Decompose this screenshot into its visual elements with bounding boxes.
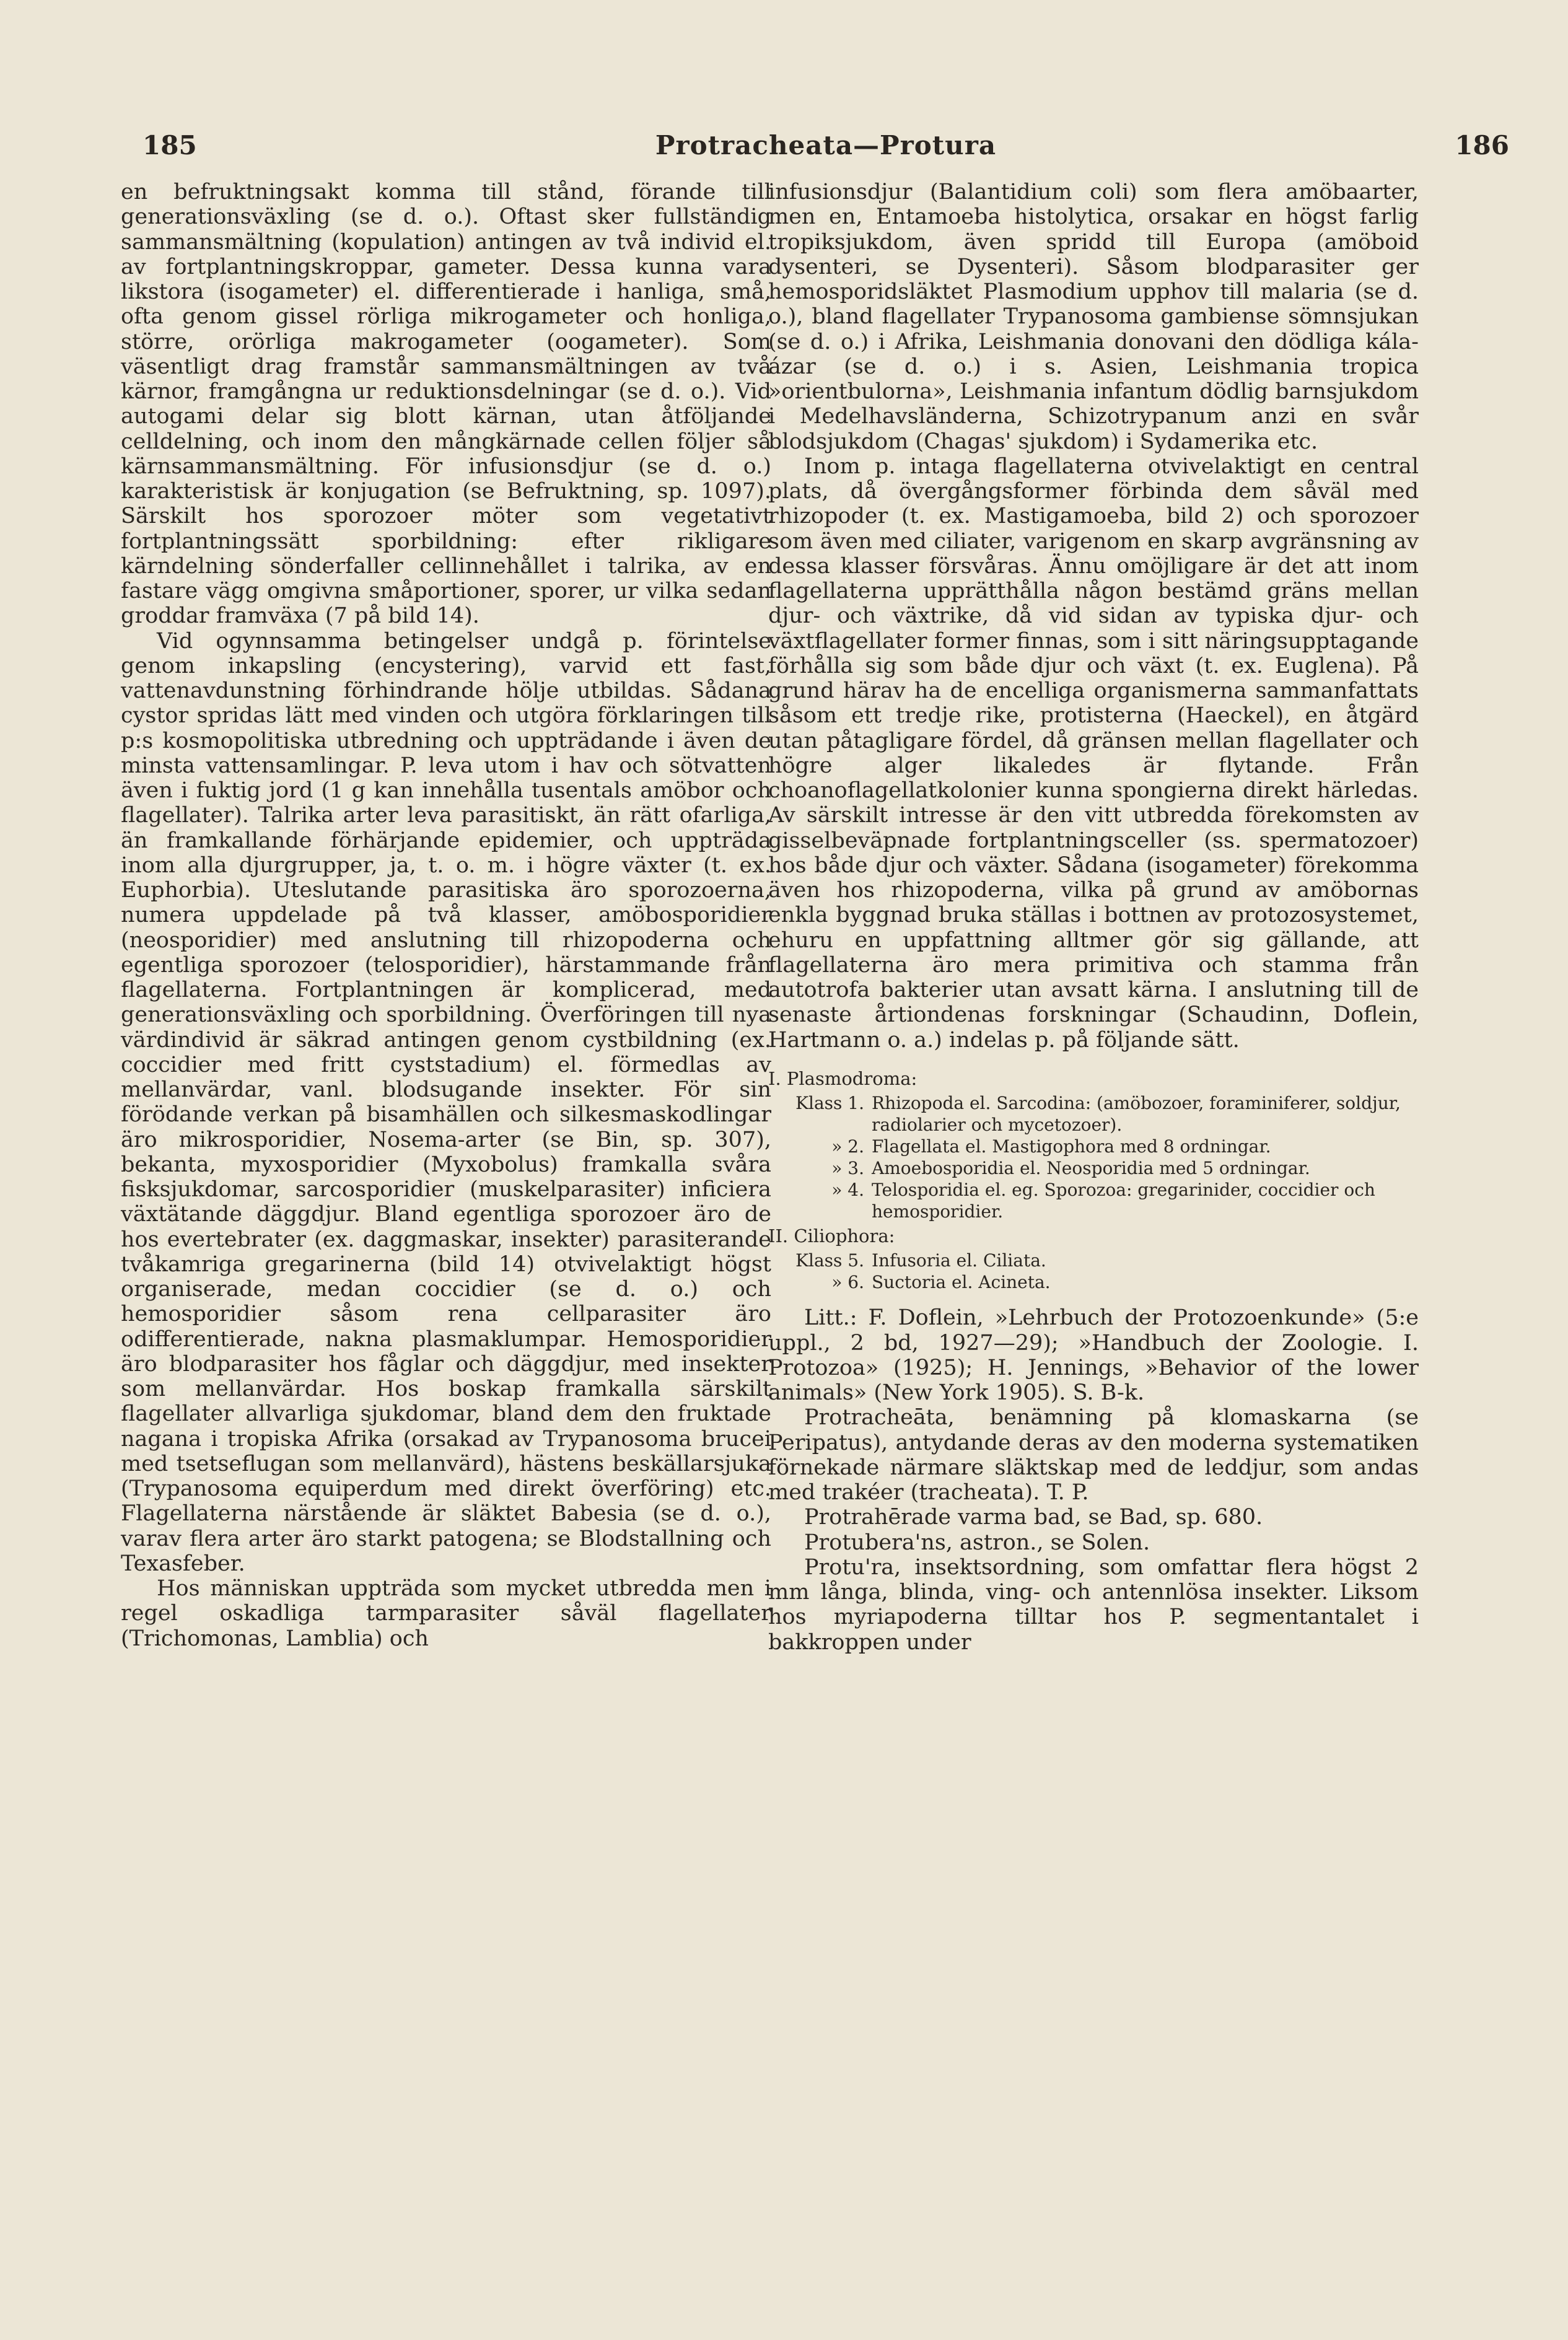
- classification-row: [768, 1179, 1419, 1222]
- paragraph: Vid ogynnsamma betingelser undgå p. förintelse genom inkapsling (encystering), varvid ett fast, vattenavdunstning förhindrande hölje utbildas. Sådana cystor spridas lätt med vinden och utgöra förklaringen till p:s kosmopolitiska utbredning och uppträdande i även de minsta vattensamlingar. P. leva utom i hav och sötvatten även i fuktig jord (1 g kan innehålla tusentals amöbor och flagellater). Talrika arter leva parasitiskt, än rätt ofarliga, än framkallande förhärjande epidemier, och uppträda inom alla djurgrupper, ja, t. o. m. i högre växter (t. ex. Euphorbia). Uteslutande parasitiska äro sporozoerna, numera uppdelade på två klasser, amöbosporidier (neosporidier) med anslutning till rhizopoderna och egentliga sporozoer (telosporidier), härstammande från flagellaterna. Fortplantningen är komplicerad, med generationsväxling och sporbildning. Överföringen till nya värdindivid är säkrad antingen genom cystbildning (ex. coccidier med fritt cyststadium) el. förmedlas av mellanvärdar, vanl. blodsugande insekter. För sin förödande verkan på bisamhällen och silkesmaskodlingar äro mikrosporidier, Nosema-arter (se Bin, sp. 307), bekanta, myxosporidier (Myxobolus) framkalla svåra fisksjukdomar, sarcosporidier (muskelparasiter) inficiera växtätande däggdjur. Bland egentliga sporozoer äro de hos evertebrater (ex. daggmaskar, insekter) parasiterande tvåkamriga gregarinerna (bild 14) otvivelaktigt högst organiserade, medan coccidier (se d. o.) och hemosporidier såsom rena cellparasiter äro odifferentierade, nakna plasmaklumpar. Hemosporidier äro blodparasiter hos fåglar och däggdjur, med insekter som mellanvärdar. Hos boskap framkalla särskilt flagellater allvarliga sjukdomar, bland dem den fruktade nagana i tropiska Afrika (orsakad av Trypanosoma brucei med tsetseflugan som mellanvärd), hästens beskällarsjuka (Trypanosoma equiperdum med direkt överföring) etc. Flagellaterna närstående är släktet Babesia (se d. o.), varav flera arter äro starkt patogena; se Blodstallning och Texasfeber.: [121, 628, 771, 1576]
- classification-row: [768, 1136, 1419, 1157]
- paragraph: Hos människan uppträda som mycket utbredda men i regel oskadliga tarmparasiter såväl flagellater (Trichomonas, Lamblia) och: [121, 1576, 771, 1651]
- page-number-right: 186: [1455, 130, 1509, 160]
- classification-text: Infusoria el. Ciliata.: [872, 1250, 1046, 1271]
- paragraph: infusionsdjur (Balantidium coli) som flera amöbaarter, men en, Entamoeba histolytica, orsakar en högst farlig tropiksjukdom, även spridd till Europa (amöboid dysenteri, se Dysenteri). Såsom blodparasiter ger hemosporidsläktet Plasmodium upphov till malaria (se d. o.), bland flagellater Trypanosoma gambiense sömnsjukan (se d. o.) i Afrika, Leishmania donovani den dödliga kála-ázar (se d. o.) i s. Asien, Leishmania tropica »orientbulorna», Leishmania infantum dödlig barnsjukdom i Medelhavsländerna, Schizotrypanum anzi en svår blodsjukdom (Chagas' sjukdom) i Sydamerika etc.: [768, 180, 1419, 454]
- classification-row: [768, 1271, 1419, 1293]
- running-title: Protracheata—Protura: [655, 130, 997, 160]
- classification-row: [768, 1092, 1419, 1136]
- classification-row: [768, 1157, 1419, 1179]
- classification-row: [768, 1250, 1419, 1271]
- classification-prefix: Klass 5.: [795, 1250, 864, 1271]
- classification-prefix: » 3.: [831, 1158, 864, 1178]
- paragraph: Inom p. intaga flagellaterna otvivelaktigt en central plats, då övergångsformer förbinda dem såväl med rhizopoder (t. ex. Mastigamoeba, bild 2) och sporozoer som även med ciliater, varigenom en skarp avgränsning av dessa klasser försvåras. Ännu omöjligare är det att inom flagellaterna upprätthålla någon bestämd gräns mellan djur- och växtrike, då vid sidan av typiska djur- och växtflagellater former finnas, som i sitt näringsupptagande förhålla sig som både djur och växt (t. ex. Euglena). På grund härav ha de encelliga organismerna sammanfattats såsom ett tredje rike, protisterna (Haeckel), en åtgärd utan påtagligare fördel, då gränsen mellan flagellater och högre alger likaledes är flytande. Från choanoflagellatkolonier kunna spongierna direkt härledas. Av särskilt intresse är den vitt utbredda förekomsten av gisselbeväpnade fortplantningsceller (ss. spermatozoer) hos både djur och växter. Sådana (isogameter) förekomma även hos rhizopoderna, vilka på grund av amöbornas enkla byggnad bruka ställas i bottnen av protozosystemet, ehuru en uppfattning alltmer gör sig gällande, att flagellaterna äro mera primitiva och stamma från autotrofa bakterier utan avsatt kärna. I anslutning till de senaste årtiondenas forskningar (Schaudinn, Doflein, Hartmann o. a.) indelas p. på följande sätt.: [768, 454, 1419, 1053]
- page-number-left: 185: [142, 130, 197, 160]
- entry-protracheata: Protracheāta, benämning på klomaskarna (se Peripatus), antydande deras av den moderna systematiken förnekade närmare släktskap med de leddjur, som andas med trakéer (tracheata). T. P.: [768, 1405, 1419, 1505]
- classification-text: Rhizopoda el. Sarcodina: (amöbozoer, foraminiferer, soldjur, radiolarier och mycetozoer).: [872, 1093, 1401, 1135]
- classification-prefix: Klass 1.: [795, 1093, 864, 1113]
- classification-prefix: » 4.: [831, 1180, 864, 1200]
- entry-protraherade-varma-bad: Protrahērade varma bad, se Bad, sp. 680.: [804, 1505, 1263, 1530]
- right-column: [768, 180, 1419, 1655]
- classification-prefix: » 6.: [831, 1272, 864, 1293]
- classification-text: Suctoria el. Acineta.: [872, 1272, 1051, 1293]
- classification-table: [768, 1067, 1419, 1294]
- classification-text: Flagellata el. Mastigophora med 8 ordningar.: [872, 1136, 1271, 1157]
- entry-protuberans: Protubera'ns, astron., se Solen.: [804, 1530, 1150, 1555]
- page-header: [142, 130, 1509, 167]
- classification-text: Telosporidia el. eg. Sporozoa: gregarinider, coccidier och hemosporidier.: [872, 1180, 1375, 1222]
- classification-text: Amoebosporidia el. Neosporidia med 5 ordningar.: [872, 1158, 1310, 1178]
- paragraph: en befruktningsakt komma till stånd, förande till generationsväxling (se d. o.). Oftast sker fullständig sammansmältning (kopulation) antingen av två individ el. av fortplantningskroppar, gameter. Dessa kunna vara likstora (isogameter) el. differentierade i hanliga, små, ofta genom gissel rörliga mikrogameter och honliga, större, orörliga makrogameter (oogameter). Som väsentligt drag framstår sammansmältningen av två kärnor, framgångna ur reduktionsdelningar (se d. o.). Vid autogami delar sig blott kärnan, utan åtföljande celldelning, och inom den mångkärnade cellen följer så kärnsammansmältning. För infusionsdjur (se d. o.) karakteristisk är konjugation (se Befruktning, sp. 1097). Särskilt hos sporozoer möter som vegetativt fortplantningssätt sporbildning: efter rikligare kärndelning sönderfaller cellinnehållet i talrika, av en fastare vägg omgivna småportioner, sporer, ur vilka sedan groddar framväxa (7 på bild 14).: [121, 180, 771, 629]
- left-column: [121, 180, 771, 1651]
- classification-group-heading: I. Plasmodroma:: [768, 1067, 918, 1089]
- entry-protura: Protu'ra, insektsordning, som omfattar flera högst 2 mm långa, blinda, ving- och antennlösa insekter. Liksom hos myriapoderna tilltar hos P. segmentantalet i bakkroppen under: [768, 1554, 1419, 1655]
- literature-paragraph: Litt.: F. Doflein, »Lehrbuch der Protozoenkunde» (5:e uppl., 2 bd, 1927—29); »Handbuch der Zoologie. I. Protozoa» (1925); H. Jennings, »Behavior of the lower animals» (New York 1905). S. B-k.: [768, 1305, 1419, 1405]
- classification-prefix: » 2.: [831, 1136, 864, 1157]
- classification-group-heading: II. Ciliophora:: [768, 1225, 895, 1247]
